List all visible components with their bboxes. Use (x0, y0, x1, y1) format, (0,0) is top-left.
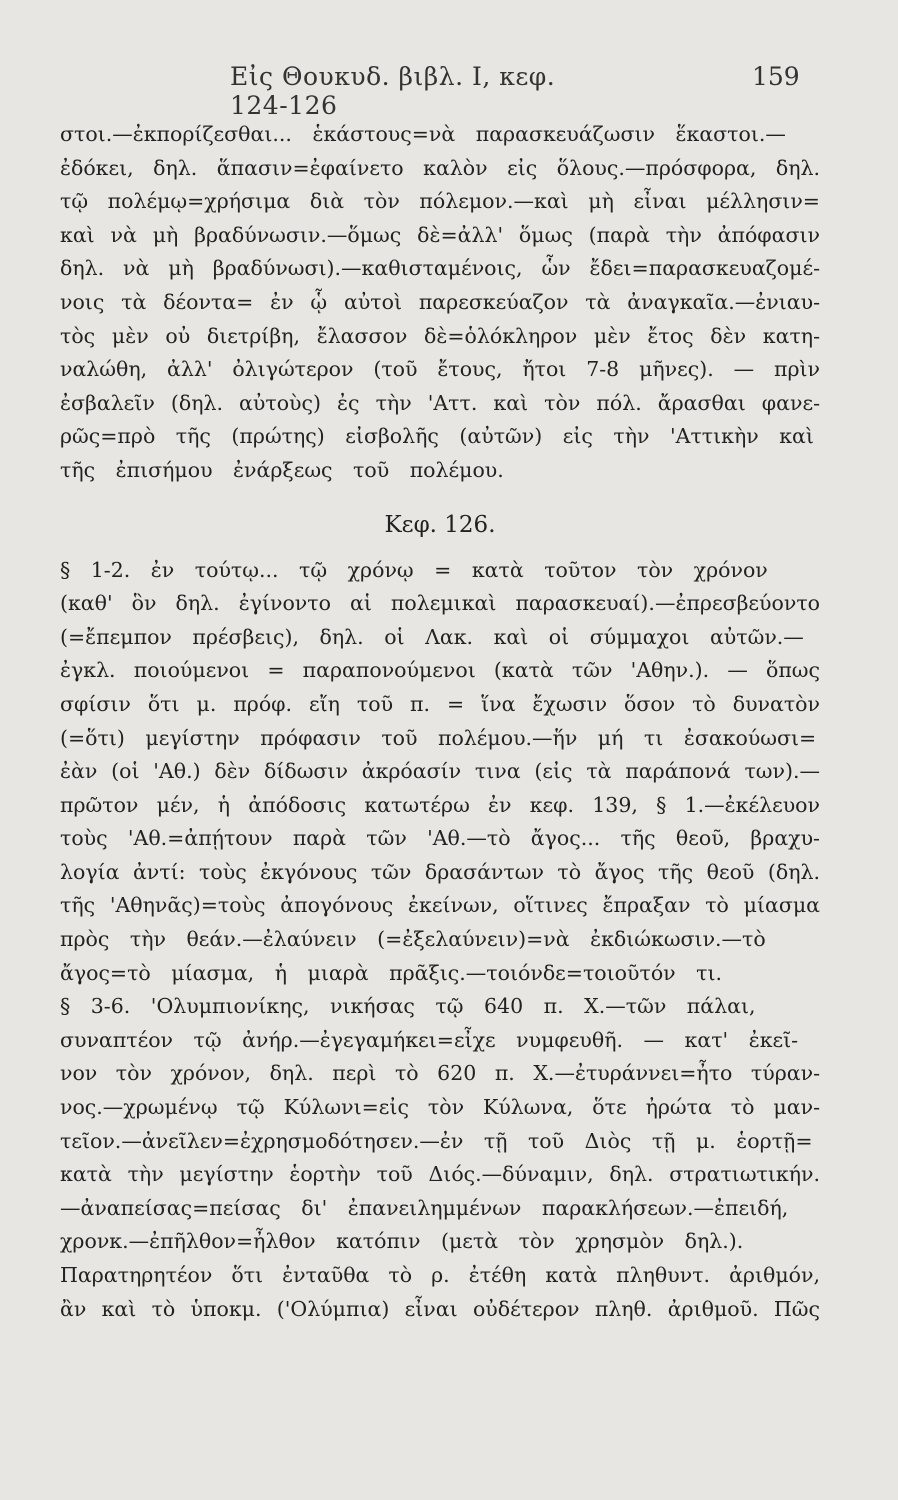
text-line: τῆς 'Αθηνᾶς)=τοὺς ἀπογόνους ἐκείνων, οἵτινες ἔπραξαν τὸ μίασμα (60, 893, 820, 918)
text-line: τεῖον.—ἀνεῖλεν=ἐχρησμοδότησεν.—ἐν τῇ τοῦ Διὸς τῇ μ. ἑορτῇ= (60, 1128, 813, 1153)
text-line: Παρατηρητέον ὅτι ἐνταῦθα τὸ ρ. ἐτέθη κατὰ πληθυντ. ἀριθμόν, (60, 1263, 820, 1287)
text-line: ἐὰν (οἱ 'Αθ.) δὲν δίδωσιν ἀκρόασίν τινα (εἰς τὰ παράπονά των).— (60, 759, 820, 784)
paragraph-1 (60, 118, 820, 488)
text-line: σφίσιν ὅτι μ. πρόφ. εἴη τοῦ π. = ἵνα ἔχωσιν ὅσον τὸ δυνατὸν (60, 691, 820, 716)
text-line: § 3-6. 'Ολυμπιονίκης, νικήσας τῷ 640 π. Χ.—τῶν πάλαι, (60, 994, 756, 1019)
text-line: τὸς μὲν οὐ διετρίβη, ἔλασσον δὲ=ὁλόκληρον μὲν ἔτος δὲν κατη- (60, 323, 820, 348)
text-line: § 1-2. ἐν τούτῳ... τῷ χρόνῳ = κατὰ τοῦτον τὸν χρόνον (60, 557, 768, 582)
page-number: 159 (752, 62, 800, 91)
text-line: πρῶτον μέν, ἡ ἀπόδοσις κατωτέρω ἐν κεφ. 139, § 1.—ἐκέλευον (60, 792, 820, 817)
text-line: ἐδόκει, δηλ. ἅπασιν=ἐφαίνετο καλὸν εἰς ὅλους.—πρόσφορα, δηλ. (60, 155, 820, 180)
text-line: νον τὸν χρόνον, δηλ. περὶ τὸ 620 π. Χ.—ἐτυράννει=ἦτο τύραν- (60, 1061, 820, 1086)
text-line: (=ἔπεμπον πρέσβεις), δηλ. οἱ Λακ. καὶ οἱ σύμμαχοι αὐτῶν.— (60, 624, 804, 649)
text-line: τῆς ἐπισήμου ἐνάρξεως τοῦ πολέμου. (60, 457, 504, 482)
text-line: στοι.—ἐκπορίζεσθαι... ἑκάστους=νὰ παρασκευάζωσιν ἕκαστοι.— (60, 122, 786, 146)
text-line: (καθ' ὃν δηλ. ἐγίνοντο αἱ πολεμικαὶ παρασκευαί).—ἐπρεσβεύοντο (60, 591, 820, 616)
text-line: συναπτέον τῷ ἀνήρ.—ἐγεγαμήκει=εἶχε νυμφευθῆ. — κατ' ἐκεῖ- (60, 1027, 799, 1052)
text-line: καὶ νὰ μὴ βραδύνωσιν.—ὅμως δὲ=ἀλλ' ὅμως (παρὰ τὴν ἀπόφασιν (60, 222, 820, 247)
text-line: νος.—χρωμένῳ τῷ Κύλωνι=εἰς τὸν Κύλωνα, ὅτε ἠρώτα τὸ μαν- (60, 1095, 820, 1120)
text-line: τῷ πολέμῳ=χρήσιμα διὰ τὸν πόλεμον.—καὶ μὴ εἶναι μέλλησιν= (60, 189, 820, 214)
text-line: νοις τὰ δέοντα= ἐν ᾧ αὐτοὶ παρεσκεύαζον τὰ ἀναγκαῖα.—ἐνιαυ- (60, 289, 820, 314)
text-line: ἄγος=τὸ μίασμα, ἡ μιαρὰ πρᾶξις.—τοιόνδε=τοιοῦτόν τι. (60, 960, 723, 985)
text-line: χρονκ.—ἐπῆλθον=ἦλθον κατόπιν (μετὰ τὸν χρησμὸν δηλ.). (60, 1229, 744, 1254)
text-line: ρῶς=πρὸ τῆς (πρώτης) εἰσβολῆς (αὐτῶν) εἰς τὴν 'Αττικὴν καὶ (60, 424, 814, 449)
paragraph-3 (60, 990, 820, 1326)
paragraph-2 (60, 554, 820, 991)
running-head: Εἰς Θουκυδ. βιβλ. Ι, κεφ. 124-126 (230, 62, 556, 120)
text-line: ἐγκλ. ποιούμενοι = παραπονούμενοι (κατὰ τῶν 'Αθην.). — ὅπως (60, 658, 820, 683)
text-line: ἐσβαλεῖν (δηλ. αὐτοὺς) ἐς τὴν 'Αττ. καὶ τὸν πόλ. ἄρασθαι φανε- (60, 390, 820, 415)
text-line: λογία ἀντί: τοὺς ἐκγόνους τῶν δρασάντων τὸ ἄγος τῆς θεοῦ (δηλ. (60, 859, 820, 884)
chapter-heading: Κεφ. 126. (384, 511, 496, 538)
body-text (60, 118, 820, 1326)
text-line: (=ὅτι) μεγίστην πρόφασιν τοῦ πολέμου.—ἥν μή τι ἐσακούωσι= (60, 725, 817, 750)
text-line: κατὰ τὴν μεγίστην ἑορτὴν τοῦ Διός.—δύναμιν, δηλ. στρατιωτικήν. (60, 1162, 820, 1187)
text-line: δηλ. νὰ μὴ βραδύνωσι).—καθισταμένοις, ὧν ἔδει=παρασκευαζομέ- (60, 256, 820, 281)
text-line: ναλώθη, ἀλλ' ὀλιγώτερον (τοῦ ἔτους, ἤτοι 7-8 μῆνες). — πρὶν (60, 357, 820, 382)
text-line: τοὺς 'Αθ.=ἀπῄτουν παρὰ τῶν 'Αθ.—τὸ ἄγος... τῆς θεοῦ, βραχυ- (60, 826, 820, 851)
text-line: —ἀναπείσας=πείσας δι' ἐπανειλημμένων παρακλήσεων.—ἐπειδή, (60, 1195, 789, 1220)
text-line: ἂν καὶ τὸ ὑποκμ. ('Ολύμπια) εἶναι οὐδέτερον πληθ. ἀριθμοῦ. Πῶς (60, 1296, 820, 1321)
text-line: πρὸς τὴν θεάν.—ἐλαύνειν (=ἐξελαύνειν)=νὰ ἐκδιώκωσιν.—τὸ (60, 927, 766, 952)
